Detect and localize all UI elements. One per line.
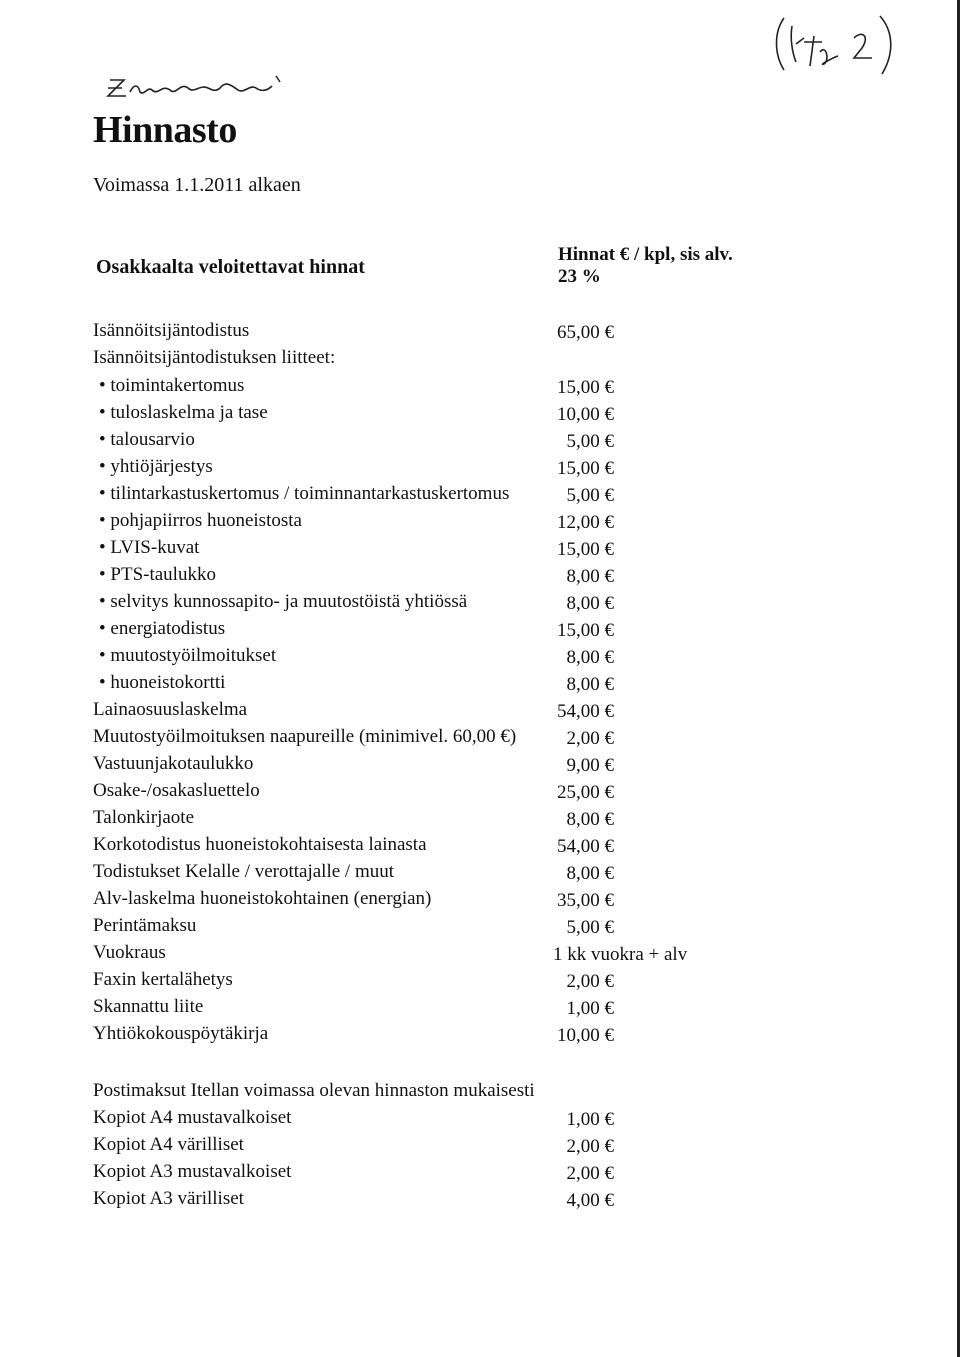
price-row — [0, 888, 960, 912]
price-column-header — [558, 244, 733, 288]
price-item-value: 54,00 € — [557, 836, 614, 857]
price-item-value: 15,00 € — [557, 458, 614, 479]
copy-item-value: 2,00 € — [566, 1163, 614, 1184]
price-item-value: 1 kk vuokra + alv — [553, 944, 688, 965]
price-header-line2: 23 % — [558, 266, 601, 287]
price-row — [0, 861, 960, 885]
price-item-label: Vuokraus — [93, 942, 166, 963]
price-row — [0, 483, 960, 507]
price-item-value: 12,00 € — [557, 512, 614, 533]
price-row — [0, 780, 960, 804]
price-item-label: • selvitys kunnossapito- ja muutostöistä yhtiössä — [99, 591, 468, 612]
price-item-value: 8,00 € — [566, 863, 614, 884]
price-row — [0, 375, 960, 399]
price-row — [0, 726, 960, 750]
price-item-value: 15,00 € — [557, 620, 614, 641]
copy-item-label: Kopiot A4 mustavalkoiset — [93, 1107, 292, 1128]
price-item-label: Faxin kertalähetys — [93, 969, 233, 990]
price-item-value: 8,00 € — [566, 809, 614, 830]
price-item-label: Vastuunjakotaulukko — [93, 753, 254, 774]
price-item-value: 15,00 € — [557, 377, 614, 398]
price-item-value: 10,00 € — [557, 404, 614, 425]
price-item-label: Talonkirjaote — [93, 807, 195, 828]
price-row — [0, 672, 960, 696]
price-item-label: • tuloslaskelma ja tase — [99, 402, 268, 423]
price-item-label: Todistukset Kelalle / verottajalle / muut — [93, 861, 395, 882]
price-item-label: • huoneistokortti — [99, 672, 226, 693]
price-item-label: • energiatodistus — [99, 618, 226, 639]
price-row — [0, 969, 960, 993]
price-item-value: 10,00 € — [557, 1025, 614, 1046]
price-item-label: • talousarvio — [99, 429, 195, 450]
copy-price-row — [0, 1107, 960, 1131]
price-item-label: • muutostyöilmoitukset — [99, 645, 277, 666]
price-item-value: 54,00 € — [557, 701, 614, 722]
price-item-label: • tilintarkastuskertomus / toiminnantarkastuskertomus — [99, 483, 510, 504]
price-item-label: Lainaosuuslaskelma — [93, 699, 248, 720]
price-row — [0, 347, 960, 371]
price-item-label: Alv-laskelma huoneistokohtainen (energian) — [93, 888, 432, 909]
price-item-label: • PTS-taulukko — [99, 564, 216, 585]
price-item-label: Korkotodistus huoneistokohtaisesta lainasta — [93, 834, 427, 855]
copy-item-label: Kopiot A3 värilliset — [93, 1188, 244, 1209]
price-item-value: 8,00 € — [566, 647, 614, 668]
price-row — [0, 645, 960, 669]
price-item-value: 8,00 € — [566, 593, 614, 614]
price-item-label: Perintämaksu — [93, 915, 197, 936]
price-item-label: • LVIS-kuvat — [99, 537, 200, 558]
price-row — [0, 699, 960, 723]
price-item-value: 5,00 € — [566, 917, 614, 938]
price-item-label: • toimintakertomus — [99, 375, 245, 396]
price-row — [0, 618, 960, 642]
copy-item-label: Kopiot A3 mustavalkoiset — [93, 1161, 292, 1182]
copy-item-value: 4,00 € — [566, 1190, 614, 1211]
price-row — [0, 320, 960, 344]
price-item-value: 9,00 € — [566, 755, 614, 776]
copy-price-row — [0, 1188, 960, 1212]
price-item-label: • yhtiöjärjestys — [99, 456, 213, 477]
copy-item-value: 2,00 € — [566, 1136, 614, 1157]
price-item-value: 8,00 € — [566, 566, 614, 587]
price-item-value: 35,00 € — [557, 890, 614, 911]
price-row — [0, 456, 960, 480]
price-item-label: Isännöitsijäntodistuksen liitteet: — [93, 347, 336, 368]
handwritten-signature — [100, 66, 300, 106]
price-row — [0, 807, 960, 831]
price-item-label: Muutostyöilmoituksen naapureille (minimivel. 60,00 €) — [93, 726, 517, 747]
price-item-value: 65,00 € — [557, 322, 614, 343]
copy-item-value: 1,00 € — [566, 1109, 614, 1130]
price-item-value: 2,00 € — [566, 971, 614, 992]
price-item-value: 8,00 € — [566, 674, 614, 695]
price-item-value: 2,00 € — [566, 728, 614, 749]
price-row — [0, 834, 960, 858]
price-item-value: 1,00 € — [566, 998, 614, 1019]
price-row — [0, 915, 960, 939]
price-item-label: • pohjapiirros huoneistosta — [99, 510, 302, 531]
price-row — [0, 996, 960, 1020]
page-title: Hinnasto — [93, 109, 237, 151]
price-row — [0, 537, 960, 561]
price-item-label: Skannattu liite — [93, 996, 204, 1017]
price-row — [0, 510, 960, 534]
copy-price-row — [0, 1161, 960, 1185]
postage-note-row — [0, 1080, 960, 1104]
price-item-label: Osake-/osakasluettelo — [93, 780, 260, 801]
price-row — [0, 591, 960, 615]
validity-date: Voimassa 1.1.2011 alkaen — [93, 174, 301, 196]
price-item-label: Isännöitsijäntodistus — [93, 320, 250, 341]
price-item-value: 25,00 € — [557, 782, 614, 803]
copy-price-row — [0, 1134, 960, 1158]
price-row — [0, 564, 960, 588]
price-item-label: Yhtiökokouspöytäkirja — [93, 1023, 269, 1044]
price-item-value: 5,00 € — [566, 485, 614, 506]
copy-item-label: Kopiot A4 värilliset — [93, 1134, 244, 1155]
price-row — [0, 402, 960, 426]
handwritten-note — [770, 8, 900, 78]
price-item-value: 5,00 € — [566, 431, 614, 452]
price-row — [0, 1023, 960, 1047]
price-header-line1: Hinnat € / kpl, sis alv. — [558, 244, 733, 265]
price-row — [0, 942, 960, 966]
price-item-value: 15,00 € — [557, 539, 614, 560]
price-row — [0, 753, 960, 777]
section-header: Osakkaalta veloitettavat hinnat — [96, 256, 365, 278]
postage-note: Postimaksut Itellan voimassa olevan hinnaston mukaisesti — [93, 1080, 535, 1101]
price-row — [0, 429, 960, 453]
